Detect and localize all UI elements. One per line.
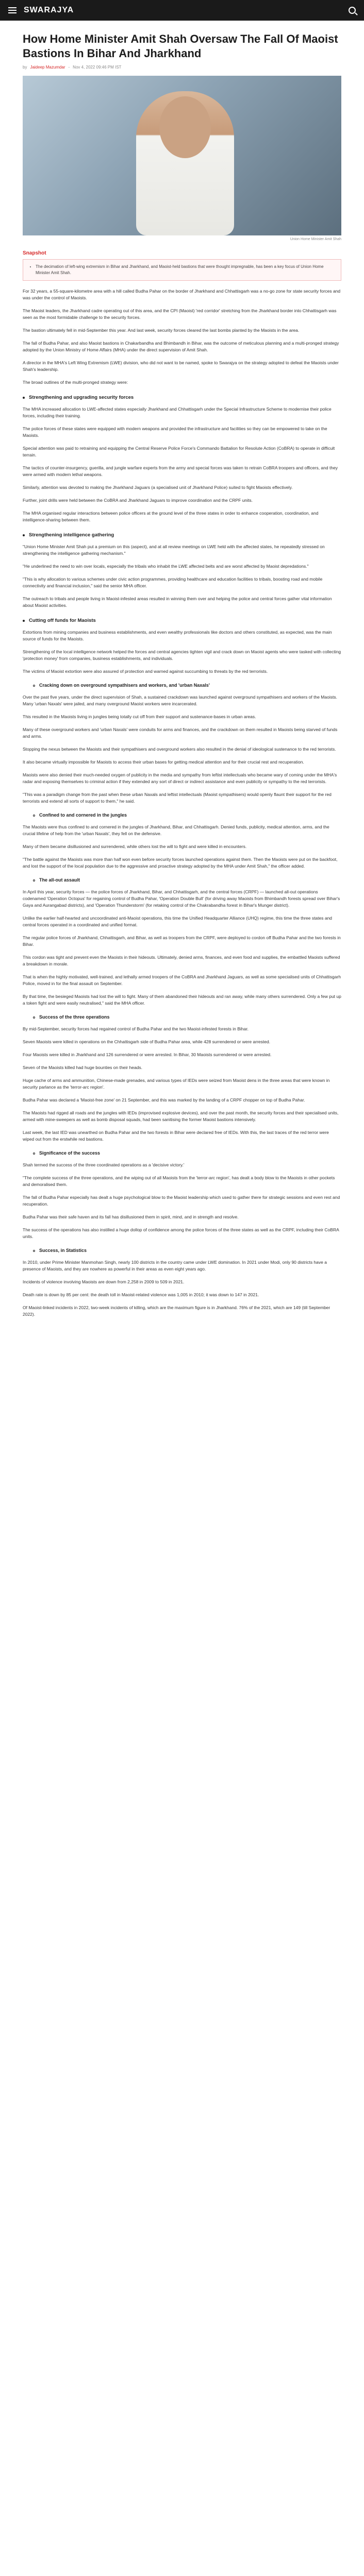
snapshot-point: • The decimation of left-wing extremism in Bihar and Jharkhand, and Maoist-held bastions that were thought impregnable, has been a key focus of Union Home Minister Amit Shah. [36, 264, 335, 276]
paragraph: The fall of Budha Pahar, and also Maoist bastions in Chakarbandha and Bhimbandh in Bihar, was the outcome of meticulous planning and a multi-pronged strategy adopted by the Union Ministry of Home Affairs (MHA) under the direct supervision of Amit Shah. [23, 341, 339, 352]
section-heading-text: Cutting off funds for Maoists [29, 618, 96, 623]
paragraph: By mid-September, security forces had regained control of Budha Pahar and the two Maoist-infested forests in Bihar. [23, 1026, 249, 1031]
paragraph: In April this year, security forces — the police forces of Jharkhand, Bihar, and Chhattisgarh, and the central forces (CRPF) — launched all-out operations codenamed 'Operation Octopus' for regaining control of Budha Pahar, 'Operation Double Bull' (for driving away Maoists from Bhimbandh forests spread over Bihar's Gaya and Aurangabad districts), and 'Operation Thunderstorm' (for retaking control of the Chakrabandha forest in Bihar's Munger district). [23, 889, 340, 908]
bullet-icon [23, 397, 25, 399]
paragraph: This resulted in the Maoists living in jungles being totally cut off from their support and sustenance-bases in urban areas. [23, 714, 256, 719]
paragraph: A director in the MHA's Left Wing Extremism (LWE) division, who did not want to be named, spoke to Swarajya on the strategy adopted to defeat the Maoists under Shah's leadership. [23, 360, 339, 372]
paragraph: Over the past five years, under the direct supervision of Shah, a sustained crackdown was launched against overground sympathisers and workers of the Maoists. Many 'urban Naxals' were jailed, and many overground Maoist workers were incarcerated. [23, 694, 337, 706]
paragraph: "This is why allocation to various schemes under civic action programmes, providing healthcare and education facilities to tribals, boosting road and mobile connectivity and financial inclusion," said the senior MHA officer. [23, 577, 323, 588]
paragraph: Maoists were also denied their much-needed oxygen of publicity in the media and sympathy from leftist intellectuals who became wary of coming under the MHA's radar and exposing themselves to criminal action if they extended any sort of direct or indirect assistance and even publicity or sympathy to the red terrorists. [23, 772, 337, 784]
paragraph: Many of them became disillusioned and surrendered, while others lost the will to fight and were killed in encounters. [23, 844, 247, 849]
paragraph: Four Maoists were killed in Jharkhand and 126 surrendered or were arrested. In Bihar, 30 Maoists surrendered or were arrested. [23, 1052, 272, 1057]
paragraph: Of Maoist-linked incidents in 2022, two-week incidents of killing, which are the maximum figure is in Jharkhand. 76% of the 2021, which are 149 (till September 2022). [23, 1305, 330, 1317]
paragraph: The tactics of counter-insurgency, guerilla, and jungle warfare experts from the army and special forces was taken to retrain CoBRA troopers and officers, and they were armed with modern lethal weapons. [23, 465, 338, 477]
byline: by Jaideep Mazumdar - Nov 4, 2022 09:46 PM IST [23, 65, 122, 70]
paragraph: The Maoists had rigged all roads and the jungles with IEDs (improvised explosive devices), and over the past month, the security forces and their specialised units, armed with mine-sweepers as well as bomb disposal squads, had been sanitising the former Maoist bastions intensively. [23, 1110, 339, 1122]
paragraph: Last week, the last IED was unearthed on Budha Pahar and the two forests in Bihar were declared free of IEDs. With this, the last traces of the red terror were wiped out from the erstwhile red bastions. [23, 1130, 329, 1142]
paragraph: The success of the operations has also instilled a huge dollop of confidence among the police forces of the three states as well as the CRPF, including their CoBRA units. [23, 1227, 339, 1239]
section-heading [33, 1150, 341, 1157]
paragraph: "The battle against the Maoists was more than half won even before security forces launched operations against them. Then the Maoists were put on the backfoot, and lost the support of the local population due to the aggressive and proactive strategy adopted by the MHA under Amit Shah," the officer added. [23, 857, 338, 869]
bullet-icon [33, 1250, 35, 1252]
paragraph: "The complete success of the three operations, and the wiping out of all Maoists from the 'terror-arc region', has dealt a body blow to the Maoists in other pockets and demoralised them. [23, 1175, 335, 1187]
bullet-icon [33, 815, 35, 817]
paragraph: Strengthening of the local intelligence network helped the forces and central agencies tighten vigil and crack down on Maoist agents who were tasked with collecting 'protection money' from companies, business establishments, and individuals. [23, 649, 341, 661]
menu-icon[interactable] [8, 7, 16, 13]
paragraph: This cordon was tight and prevent even the Maoists in their hideouts. Ultimately, denied arms, finances, and even food and supplies, the embattled Maoists suffered a breakdown in morale. [23, 955, 340, 967]
bullet-icon [23, 534, 25, 536]
paragraph: Many of these overground workers and 'urban Naxals' were conduits for arms and finances, and the crackdown on them resulted in Maoists being starved of funds and arms. [23, 727, 338, 739]
paragraph: Budha Pahar was declared a 'Maoist-free zone' on 21 September, and this was marked by the landing of a CRPF chopper on top of Budha Pahar. [23, 1097, 305, 1103]
section-heading-text: The all-out assault [39, 877, 80, 883]
paragraph: The Maoists were thus confined to and cornered in the jungles of Jharkhand, Bihar, and Chhattisgarh. Denied funds, publicity, medical attention, arms, and the crucial lifeline of help from the 'urban Naxals', they fell on the defensive. [23, 824, 329, 836]
paragraph: The outreach to tribals and people living in Maoist-infested areas resulted in winning them over and helping the police and central forces gather vital information about Maoist activities. [23, 596, 332, 608]
bullet-icon [33, 685, 35, 687]
paragraph: The MHA increased allocation to LWE-affected states especially Jharkhand and Chhattisgarh under the Special Infrastructure Scheme to modernise their police forces, including their training. [23, 406, 332, 418]
paragraph: The regular police forces of Jharkhand, Chhattisgarh, and Bihar, as well as troopers from the CRPF, were deployed to cordon off Budha Pahar and the two forests in Bihar. [23, 935, 341, 947]
paragraph: The victims of Maoist extortion were also assured of protection and warned against succumbing to threats by the red terrorists. [23, 669, 268, 674]
paragraph: It also became virtually impossible for Maoists to access their urban bases for getting medical attention and for their crucial rest and recuperation. [23, 759, 304, 765]
section-heading-text: Confined to and cornered in the jungles [39, 812, 127, 818]
article-title: How Home Minister Amit Shah Oversaw The Fall Of Maoist Bastions In Bihar And Jharkhand [23, 32, 338, 60]
section-heading-text: Strengthening intelligence gathering [29, 532, 114, 538]
section-heading-text: Cracking down on overground sympathisers and workers, and 'urban Naxals' [39, 683, 210, 688]
hero-image [23, 76, 341, 235]
section-heading-text: Strengthening and upgrading security forces [29, 395, 134, 400]
section-heading [23, 617, 341, 624]
paragraph: That is when the highly motivated, well-trained, and lethally armed troopers of the CoBRA and Jharkhand Jaguars, as well as some specialised units of Chhattisgarh Police, moved in for the final assault on September. [23, 974, 341, 986]
section-heading [33, 877, 341, 884]
paragraph: The fall of Budha Pahar especially has dealt a huge psychological blow to the Maoist leadership which used to gather there for strategic sessions and even rest and recuperation. [23, 1195, 340, 1207]
paragraph: By that time, the besieged Maoists had lost the will to fight. Many of them abandoned their hideouts and ran away, while many others surrendered. Only a few put up a token fight and were easily neutralised," said the MHA officer. [23, 994, 341, 1006]
search-icon[interactable] [349, 7, 356, 14]
paragraph: The MHA organised regular interactions between police officers at the ground level of the three states in order to enhance cooperation, coordination, and intelligence-sharing between them. [23, 511, 319, 522]
section-heading [33, 1247, 341, 1254]
paragraph: The police forces of these states were equipped with modern weapons and provided the infrastructure and facilities so they can be empowered to take on the Maoists. [23, 426, 327, 438]
bullet-icon [33, 1016, 35, 1019]
bullet-icon [33, 1153, 35, 1155]
article-body [23, 288, 341, 1318]
paragraph: The Maoist leaders, the Jharkhand cadre operating out of this area, and the CPI (Maoist) 'red corridor' stretching from the Jharkhand border into Chhattisgarh was seen as the most formidable challenge to the security forces. [23, 308, 337, 320]
paragraph: Further, joint drills were held between the CoBRA and Jharkhand Jaguars to improve coordination and the CRPF units. [23, 498, 253, 503]
section-heading [33, 1014, 341, 1021]
paragraph: Similarly, attention was devoted to making the Jharkhand Jaguars (a specialised unit of Jharkhand Police) suited to fight Maoists effectively. [23, 485, 293, 490]
publish-date: Nov 4, 2022 09:46 PM IST [73, 65, 122, 70]
section-heading-text: Success of the three operations [39, 1014, 110, 1020]
paragraph: For 32 years, a 55-square-kilometre area with a hill called Budha Pahar on the border of Jharkhand and Chhattisgarh was a no-go zone for state security forces and was under the control of Maoists. [23, 289, 341, 300]
site-logo[interactable]: SWARAJYA [24, 6, 74, 14]
paragraph: The bastion ultimately fell in mid-September this year. And last week, security forces cleared the last bombs planted by the Maoists in the area. [23, 328, 300, 333]
paragraph: "He underlined the need to win over locals, especially the tribals who inhabit the LWE affected belts and are worst affected by Maoist depredations." [23, 564, 309, 569]
paragraph: Huge cache of arms and ammunition, Chinese-made grenades, and various types of IEDs were seized from Maoist dens in the three areas that were known in security parlance as the 'terror-arc region'. [23, 1078, 330, 1090]
paragraph: Stopping the nexus between the Maoists and their sympathisers and overground workers also resulted in the denial of ideological sustenance to the red terrorists. [23, 747, 336, 752]
paragraph: In 2010, under Prime Minister Manmohan Singh, nearly 100 districts in the country came under LWE domination. In 2021 under Modi, only 90 districts have a presence of Maoists, and they are nowhere as powerful in their areas as even eight years ago. [23, 1260, 327, 1272]
paragraph: "This was a paradigm change from the past when these urban Naxals and leftist intellectuals (Maoist sympathisers) would openly flaunt their support for the red terrorists and extend all sorts of support to them," he said. [23, 792, 332, 804]
paragraph: The broad outlines of the multi-pronged strategy were: [23, 380, 128, 385]
portrait-figure [136, 91, 234, 235]
paragraph: Incidents of violence involving Maoists are down from 2,258 in 2009 to 509 in 2021. [23, 1279, 185, 1284]
section-heading-text: Success, in Statistics [39, 1248, 87, 1253]
author-link[interactable]: Jaideep Mazumdar [30, 65, 65, 70]
paragraph: "Union Home Minister Amit Shah put a premium on this (aspect), and at all review meetings on LWE held with the affected states, he repeatedly stressed on strengthening the intelligence gathering mechanism." [23, 544, 325, 556]
section-heading [33, 812, 341, 819]
section-heading [23, 532, 341, 538]
section-heading [23, 394, 341, 401]
paragraph: Budha Pahar was their safe haven and its fall has disillusioned them in spirit, mind, and in strength and resolve. [23, 1214, 239, 1219]
section-heading-text: Significance of the success [39, 1150, 101, 1156]
bullet-icon [23, 620, 25, 622]
snapshot-title: Snapshot [23, 250, 46, 256]
paragraph: Extortions from mining companies and business establishments, and even wealthy professionals like doctors and others constituted, as expected, was the main source of funds for the Maoists. [23, 630, 332, 641]
paragraph: Shah termed the success of the three coordinated operations as a 'decisive victory.' [23, 1162, 185, 1167]
section-heading [33, 682, 341, 689]
bullet-icon [33, 879, 35, 882]
paragraph: Seven Maoists were killed in operations on the Chhattisgarh side of Budha Pahar area, while 428 surrendered or were arrested. [23, 1039, 271, 1044]
snapshot-list [29, 264, 335, 276]
paragraph: Unlike the earlier half-hearted and uncoordinated anti-Maoist operations, this time the Unified Headquarter Alliance (UHQ) regime, this time the three states and central forces operated in a coordinated and unified format. [23, 916, 333, 927]
hero-caption: Union Home Minister Amit Shah [290, 238, 341, 241]
top-navbar [0, 0, 364, 21]
paragraph: Death rate is down by 85 per cent: the death toll in Maoist-related violence was 1,005 in 2010; it was down to 147 in 2021. [23, 1292, 259, 1297]
paragraph: Special attention was paid to retraining and equipping the Central Reserve Police Force's Commando Battalion for Resolute Action (CoBRA) to operate in difficult terrain. [23, 446, 335, 457]
snapshot-box [23, 259, 341, 281]
paragraph: Seven of the Maoists killed had huge bounties on their heads. [23, 1065, 143, 1070]
